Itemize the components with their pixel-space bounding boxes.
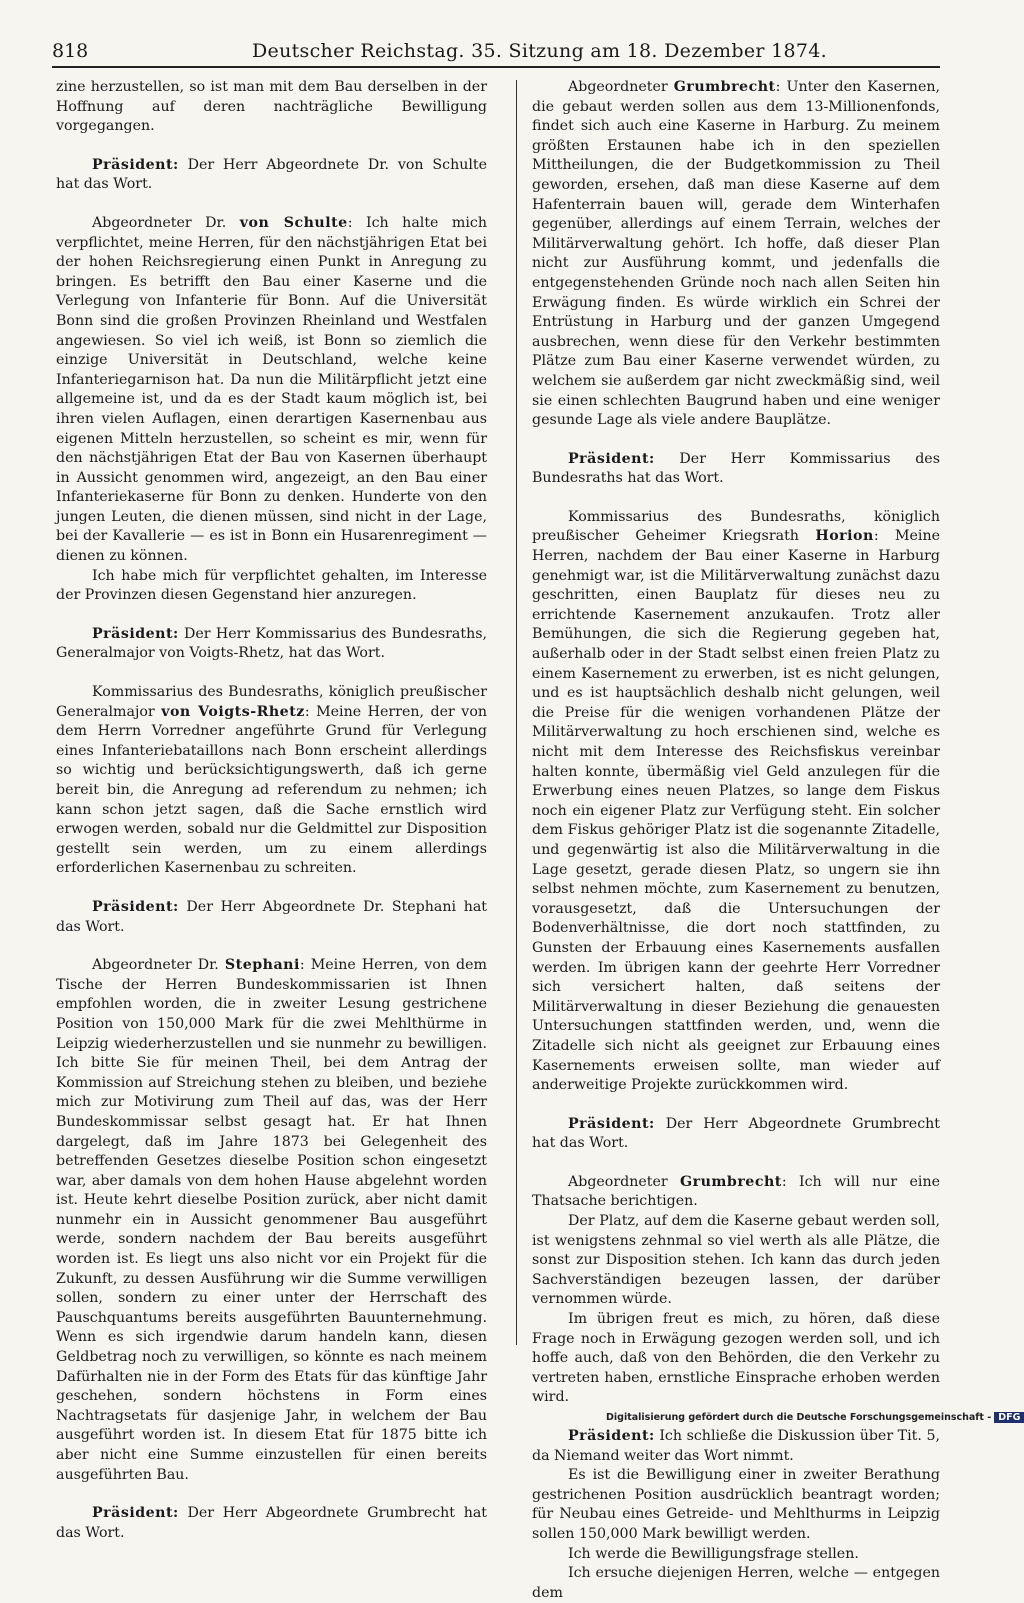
paragraph (532, 1310, 940, 1408)
paragraph (532, 1212, 940, 1310)
speaker-name: Präsident: (568, 1115, 655, 1132)
paragraph (532, 78, 940, 431)
speaker-title: Abgeordneter (568, 79, 674, 95)
speaker-title: Kommissarius des Bundesraths, königlich preußischer Generalmajor (56, 684, 487, 720)
paragraph-text: zine herzustellen, so ist man mit dem Bau derselben in der Hoffnung auf deren nachträgliche Bewilligung vorgegangen. (56, 79, 487, 135)
speaker-title: Abgeordneter Dr. (92, 214, 240, 231)
speaker-name: Präsident: (92, 898, 179, 915)
paragraph-text: Der Herr Abgeordnete Grumbrecht hat das Wort. (532, 1115, 940, 1152)
paragraph (532, 1115, 940, 1154)
paragraph (532, 508, 940, 1096)
paragraph-text: Im übrigen freut es mich, zu hören, daß diese Frage noch in Erwägung gezogen werden soll, und ich hoffe auch, daß von den Behörden, die den Verkehr zu vertreten haben, ernstliche Einsprache erhoben werden wird. (532, 1311, 940, 1406)
paragraph-text: : Unter den Kasernen, die gebaut werden sollen aus dem 13-Millionenfonds, findet sich auch eine Kaserne in Harburg. Zu meinem größten Erstaunen habe ich in den speziellen Mittheilungen, die der Budgetkommission zu Theil geworden, ersehen, daß man diese Kaserne auf dem Hafenterrain bauen will, gerade dem Winterhafen gegenüber, allerdings auf einem Terrain, welches der Militärverwaltung gehört. Ich hoffe, daß dieser Plan nicht zur Ausführung kommt, und jedenfalls die entgegenstehenden Gründe noch nach allen Seiten hin Erwägung finden. Es würde wirklich ein Schrei der Entrüstung in Harburg und der ganzen Umgegend ausbrechen, wenn diese für den Verkehr bestimmten Plätze zum Bau einer Kaserne verwendet würden, zu welchem sie außerdem gar nicht zweckmäßig sind, weil sie einen schlechten Baugrund haben und eine weniger gesunde Lage als viele andere Bauplätze. (532, 79, 940, 429)
left-column (56, 78, 487, 1543)
speaker-name: Präsident: (568, 1428, 655, 1444)
footer-credit (606, 1412, 1021, 1428)
paragraph-text: Der Platz, auf dem die Kaserne gebaut werden soll, ist wenigstens zehnmal so viel werth als alle Plätze, die sonst zur Disposition stehen. Ich kann das durch jeden Sachverständigen bezeugen lassen, der darüber vernommen würde. (532, 1213, 940, 1308)
speaker-name: Grumbrecht (673, 79, 776, 95)
speaker-name: von Schulte (239, 214, 348, 231)
column-divider (516, 80, 517, 1345)
right-column (532, 78, 940, 1603)
footer-text: Digitalisierung gefördert durch die Deutsche Forschungsgemeinschaft - (606, 1412, 992, 1423)
paragraph (56, 78, 487, 137)
paragraph-text: Der Herr Kommissarius des Bundesraths hat das Wort. (532, 450, 940, 487)
running-title: Deutscher Reichstag. 35. Sitzung am 18. Dezember 1874. (252, 40, 827, 62)
paragraph-text: Der Herr Kommissarius des Bundesraths, Generalmajor von Voigts-Rhetz, hat das Wort. (56, 625, 487, 662)
speaker-title: Abgeordneter (568, 1173, 680, 1190)
paragraph-text: Der Herr Abgeordnete Grumbrecht hat das Wort. (56, 1505, 487, 1541)
paragraph (56, 1504, 487, 1543)
paragraph-text: : Ich will nur eine Thatsache berichtigen. (532, 1173, 940, 1210)
paragraph (56, 625, 487, 664)
paragraph (532, 1173, 940, 1212)
paragraph-text: Ich habe mich für verpflichtet gehalten, im Interesse der Provinzen diesen Gegenstand hier anzuregen. (56, 567, 487, 604)
paragraph-text: Der Herr Abgeordnete Dr. von Schulte hat das Wort. (56, 156, 487, 193)
paragraph (56, 156, 487, 195)
paragraph (56, 567, 487, 606)
speaker-name: von Voigts-Rhetz (161, 703, 305, 720)
paragraph-text: : Ich halte mich verpflichtet, meine Herren, für den nächstjährigen Etat bei der hohen Reichsregierung einen Punkt in Anregung zu bringen. Es betrifft den Bau einer Kaserne und die Verlegung von Infanterie für Bonn. Auf die Universität Bonn sind die großen Provinzen Rheinland und Westfalen angewiesen. So viel ich weiß, ist Bonn so ziemlich die einzige Universität in Deutschland, welche keine Infanteriegarnison hat. Da nun die Militärpflicht jetzt eine allgemeine ist, und da es der Stadt kaum möglich ist, bei ihren vielen Auflagen, einen derartigen Kasernenbau aus eigenen Mitteln herzustellen, so scheint es mir, wenn für den nächstjährigen Etat der Bau von Kasernen überhaupt in Aussicht genommen wird, angezeigt, an den Bau einer Infanteriekaserne für Bonn zu denken. Hunderte von den jungen Leuten, die dienen müssen, sind nicht in der Lage, bei der Kavallerie — es ist in Bonn ein Husarenregiment — dienen zu können. (56, 214, 487, 565)
paragraph-text: Ich werde die Bewilligungsfrage stellen. (568, 1545, 859, 1562)
paragraph-text: : Meine Herren, der von dem Herrn Vorredner angeführte Grund für Verlegung eines Infanteriebataillons nach Bonn erscheint allerdings so wichtig und berücksichtigungswerth, daß ich gerne bereit bin, die Anregung ad referendum zu nehmen; ich kann schon jetzt sagen, daß die Sache ernstlich wird erwogen werden, sobald nur die Geldmittel zur Disposition gestellt sein werden, um zu einem allerdings erforderlichen Kasernenbau zu schreiten. (56, 703, 488, 877)
speaker-name: Horion (815, 528, 874, 545)
speaker-name: Präsident: (92, 156, 179, 173)
speaker-name: Stephani (224, 957, 300, 974)
speaker-name: Präsident: (92, 1505, 179, 1522)
paragraph (56, 683, 487, 879)
paragraph (532, 1564, 940, 1603)
paragraph-text: Es ist die Bewilligung einer in zweiter Berathung gestrichenen Position ausdrücklich beantragt worden; für Neubau eines Getreide- und Mehlthurms in Leipzig sollen 150,000 Mark bewilligt werden. (532, 1467, 940, 1542)
paragraph (56, 898, 487, 937)
paragraph (532, 1545, 940, 1565)
paragraph (56, 214, 487, 567)
speaker-name: Grumbrecht (679, 1173, 782, 1190)
paragraph-text: : Meine Herren, nachdem der Bau einer Kaserne in Harburg genehmigt war, ist die Militärverwaltung zunächst dazu geschritten, einen Bauplatz für dieses neu zu errichtende Kasernement anzukaufen. Trotz aller Bemühungen, die sich die Regierung gegeben hat, außerhalb oder in der Stadt selbst einen freien Platz zu einem Kasernement zu erwerben, ist es nicht gelungen, und es ist hauptsächlich deshalb nicht gelungen, weil die Preise für die wenigen vorhandenen Plätze der Militärverwaltung zu hoch erschienen sind, welche es nicht mit dem Interesse des Reichsfiskus vereinbar halten konnte, übermäßig viel Geld anzulegen für die Erwerbung eines neuen Platzes, so lange dem Fiskus noch ein eigener Platz zur Verfügung steht. Ein solcher dem Fiskus gehöriger Platz ist die sogenannte Zitadelle, und gegenwärtig ist also die Militärverwaltung in die Lage gesetzt, gerade diesen Platz, so ungern sie ihn selbst nehmen möchte, zum Kasernement zu benutzen, vorausgesetzt, daß die Untersuchungen der Bodenverhältnisse, die dort noch stattfinden, zu Gunsten der Erbauung eines Kasernements ausfallen werden. Im übrigen kann der geehrte Herr Vorredner sich versichert halten, daß seitens der Militärverwaltung in dieser Beziehung die genauesten Untersuchungen stattfinden werden, und, wenn die Zitadelle sich nicht als geeignet zur Erbauung eines Kasernements erweisen sollte, man wieder auf anderweitige Projekte zurückkommen wird. (532, 528, 940, 1094)
speaker-name: Präsident: (92, 625, 179, 642)
paragraph (532, 1466, 940, 1544)
speaker-title: Kommissarius des Bundesraths, königlich preußischer Geheimer Kriegsrath (532, 508, 940, 545)
paragraph-text: Der Herr Abgeordnete Dr. Stephani hat das Wort. (56, 898, 487, 935)
paragraph (532, 1427, 940, 1466)
page-header (52, 34, 940, 64)
paragraph-text: Ich schließe die Diskussion über Tit. 5, da Niemand weiter das Wort nimmt. (532, 1428, 940, 1464)
paragraph-text: Ich ersuche diejenigen Herren, welche — entgegen dem (532, 1565, 940, 1601)
speaker-name: Präsident: (568, 450, 655, 467)
dfg-logo: DFG (994, 1412, 1024, 1423)
header-rule (52, 66, 940, 68)
paragraph-text: : Meine Herren, von dem Tische der Herren Bundeskommissarien ist Ihnen empfohlen worden, die in zweiter Lesung gestrichene Position von 150,000 Mark für die zwei Mehlthürme in Leipzig wiederherzustellen und sie nunmehr zu bewilligen. Ich bitte Sie für meinen Theil, bei dem Antrag der Kommission auf Streichung stehen zu bleiben, und beziehe mich zur Motivirung zum Theil auf das, was der Herr Bundeskommissar selbst gesagt hat. Er hat Ihnen dargelegt, daß im Jahre 1873 bei Gelegenheit des betreffenden Gesetzes dieselbe Position schon eingesetzt war, aber damals von dem hohen Hause abgelehnt worden ist. Heute kehrt dieselbe Position zurück, aber nicht damit nunmehr ein in Aussicht genommener Bau ausgeführt werde, sondern nachdem der Bau bereits ausgeführt worden ist. Es liegt uns also nicht vor ein Projekt für die Zukunft, zu dessen Ausführung wir die Summe verwilligen sollen, sondern zu einer unter der Herrschaft des Pauschquantums bereits ausgeführten Bauunternehmung. Wenn es sich irgendwie darum handeln kann, diesen Geldbetrag noch zu verwilligen, so könnte es nach meinem Dafürhalten nie in der Form des Etats für das künftige Jahr geschehen, sondern höchstens in Form eines Nachtragsetats für dasjenige Jahr, in welchem der Bau ausgeführt worden ist. In diesem Etat für 1875 bitte ich aber nicht eine Summe einzustellen für einen bereits ausgeführten Bau. (56, 957, 487, 1483)
page-number: 818 (52, 40, 89, 62)
paragraph (56, 956, 487, 1485)
speaker-title: Abgeordneter Dr. (92, 957, 225, 974)
paragraph (532, 450, 940, 489)
